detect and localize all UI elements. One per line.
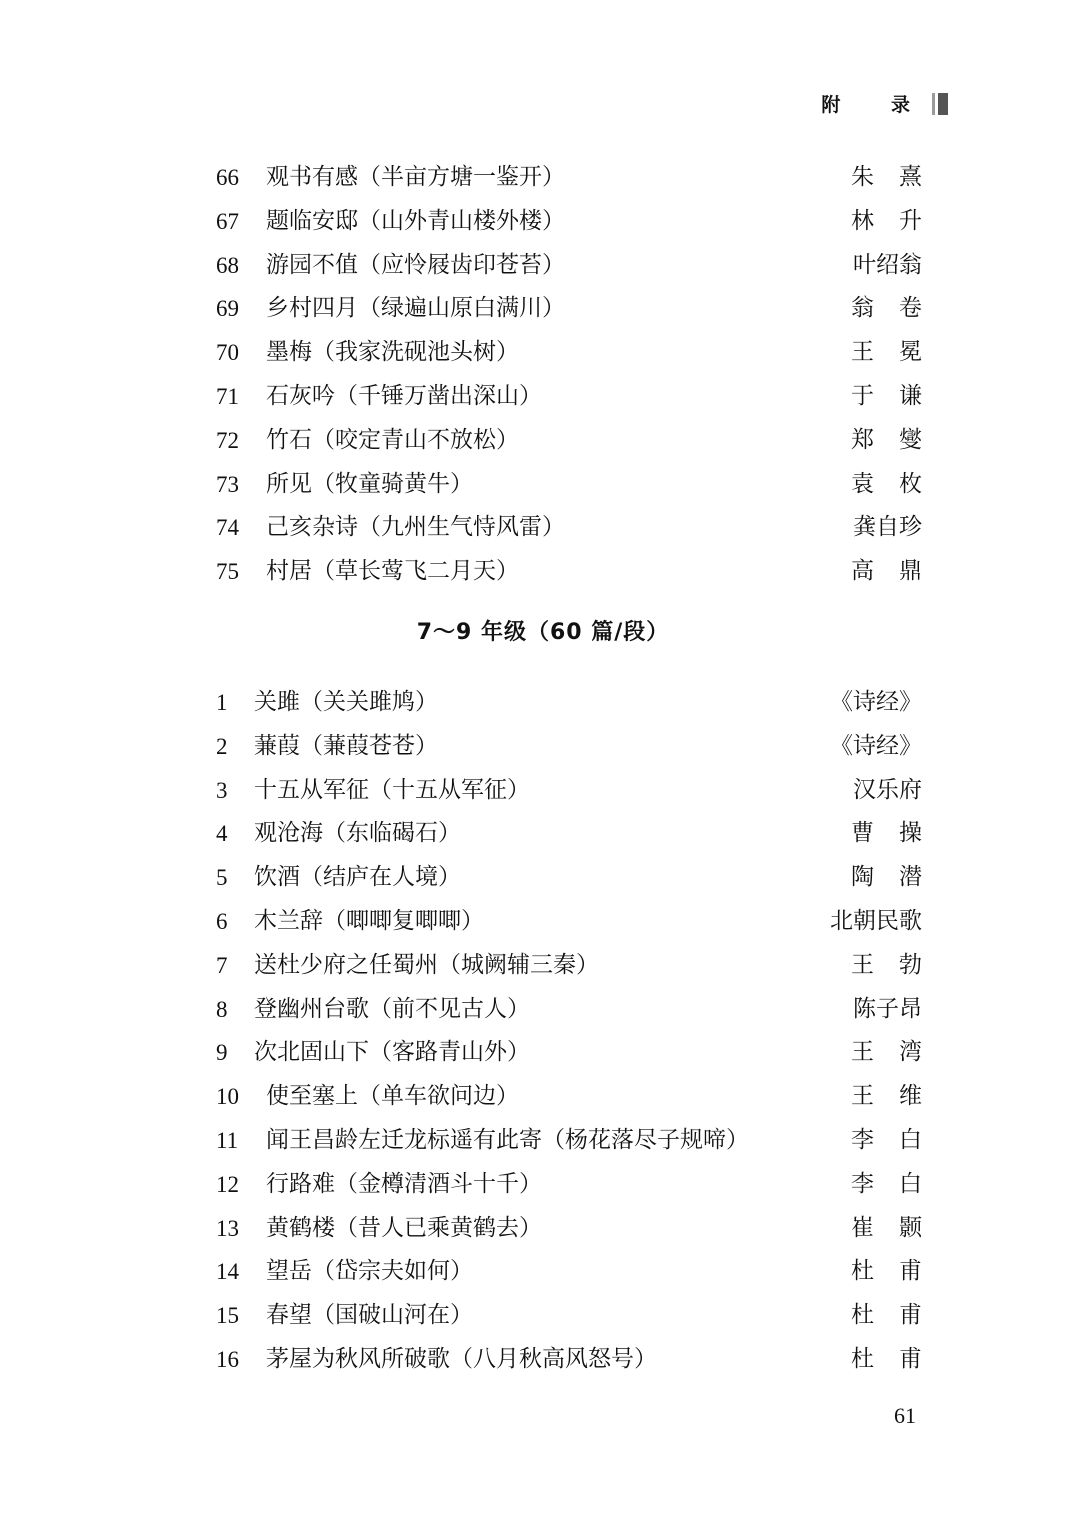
poem-number: 72 — [216, 427, 239, 453]
poem-title: 望岳（岱宗夫如何） — [266, 1258, 473, 1285]
poem-title: 乡村四月（绿遍山原白满川） — [266, 295, 565, 322]
poem-number: 10 — [216, 1084, 239, 1110]
poem-number: 11 — [216, 1127, 239, 1153]
poem-title: 闻王昌龄左迁龙标遥有此寄（杨花落尽子规啼） — [266, 1126, 749, 1153]
poem-title: 关雎（关关雎鸠） — [254, 689, 438, 715]
poem-title: 春望（国破山河在） — [266, 1302, 473, 1329]
poem-number: 4 — [216, 821, 228, 847]
poem-number: 71 — [216, 383, 239, 409]
poem-list-grades-7-9 — [0, 681, 1086, 1382]
poem-row — [0, 1294, 1086, 1338]
poem-number: 13 — [216, 1215, 239, 1241]
poem-title: 墨梅（我家洗砚池头树） — [266, 339, 519, 366]
poem-author: 李白 — [851, 1170, 947, 1197]
poem-title: 黄鹤楼（昔人已乘黄鹤去） — [266, 1214, 542, 1241]
poem-number: 70 — [216, 340, 239, 366]
poem-row — [0, 419, 1086, 463]
poem-number: 12 — [216, 1171, 239, 1197]
poem-title: 行路难（金樽清酒斗十千） — [266, 1170, 542, 1197]
poem-row — [0, 156, 1086, 200]
poem-author: 李白 — [851, 1126, 947, 1153]
poem-row — [0, 1075, 1086, 1119]
poem-number: 5 — [216, 865, 228, 891]
poem-number: 67 — [216, 208, 239, 234]
poem-author: 北朝民歌 — [830, 907, 922, 934]
poem-title: 十五从军征（十五从军征） — [254, 776, 530, 803]
poem-author: 陶潜 — [851, 864, 947, 891]
poem-title: 石灰吟（千锤万凿出深山） — [266, 382, 542, 409]
poem-row — [0, 1250, 1086, 1294]
poem-number: 75 — [216, 559, 239, 585]
poem-author: 郑燮 — [851, 426, 947, 453]
poem-number: 6 — [216, 908, 228, 934]
poem-author: 王勃 — [851, 951, 947, 978]
header-bar-thin — [932, 93, 935, 115]
poem-row — [0, 550, 1086, 594]
section-title: 7～9 年级（60 篇/段） — [416, 620, 670, 645]
poem-number: 3 — [216, 777, 228, 803]
poem-row — [0, 769, 1086, 813]
poem-author: 翁卷 — [851, 295, 947, 322]
page-number: 61 — [894, 1403, 916, 1428]
poem-author: 朱熹 — [851, 164, 947, 190]
poem-author: 崔颢 — [851, 1214, 947, 1241]
poem-title: 饮酒（结庐在人境） — [254, 864, 461, 891]
poem-row — [0, 287, 1086, 331]
poem-title: 所见（牧童骑黄牛） — [266, 470, 473, 497]
poem-number: 15 — [216, 1303, 239, 1329]
poem-row — [0, 1163, 1086, 1207]
poem-list-primary — [0, 156, 1086, 594]
poem-author: 杜甫 — [851, 1302, 947, 1329]
poem-row — [0, 1119, 1086, 1163]
poem-row — [0, 463, 1086, 507]
poem-row — [0, 944, 1086, 988]
poem-number: 68 — [216, 252, 239, 278]
poem-author: 袁枚 — [851, 470, 947, 497]
poem-number: 8 — [216, 996, 228, 1022]
poem-author: 王维 — [851, 1083, 947, 1110]
poem-row — [0, 1031, 1086, 1075]
poem-row — [0, 244, 1086, 288]
poem-title: 观沧海（东临碣石） — [254, 820, 461, 847]
poem-author: 《诗经》 — [830, 732, 922, 759]
poem-author: 叶绍翁 — [853, 251, 922, 278]
poem-row — [0, 1338, 1086, 1382]
poem-author: 《诗经》 — [830, 689, 922, 715]
header-title: 附 录 — [821, 94, 932, 116]
poem-title: 次北固山下（客路青山外） — [254, 1039, 530, 1066]
poem-title: 竹石（咬定青山不放松） — [266, 426, 519, 453]
poem-number: 69 — [216, 296, 239, 322]
poem-author: 杜甫 — [851, 1258, 947, 1285]
poem-title: 游园不值（应怜屐齿印苍苔） — [266, 251, 565, 278]
poem-row — [0, 681, 1086, 725]
poem-title: 使至塞上（单车欲问边） — [266, 1083, 519, 1110]
poem-row — [0, 375, 1086, 419]
header-bar-thick — [938, 93, 948, 115]
poem-author: 陈子昂 — [853, 995, 922, 1022]
poem-author: 龚自珍 — [853, 514, 922, 541]
poem-row — [0, 988, 1086, 1032]
poem-title: 送杜少府之任蜀州（城阙辅三秦） — [254, 951, 599, 978]
poem-row — [0, 856, 1086, 900]
poem-row — [0, 900, 1086, 944]
poem-number: 1 — [216, 690, 228, 715]
poem-author: 王湾 — [851, 1039, 947, 1066]
poem-author: 王冕 — [851, 339, 947, 366]
poem-number: 9 — [216, 1040, 228, 1066]
poem-row — [0, 506, 1086, 550]
poem-row — [0, 812, 1086, 856]
poem-author: 汉乐府 — [853, 776, 922, 803]
header-bar-icon — [932, 93, 948, 115]
poem-number: 7 — [216, 952, 228, 978]
poem-title: 茅屋为秋风所破歌（八月秋高风怒号） — [266, 1345, 657, 1372]
poem-author: 高鼎 — [851, 558, 947, 585]
poem-author: 曹操 — [851, 820, 947, 847]
poem-number: 73 — [216, 471, 239, 497]
poem-title: 村居（草长莺飞二月天） — [266, 558, 519, 585]
poem-number: 2 — [216, 733, 228, 759]
poem-number: 74 — [216, 515, 239, 541]
poem-number: 66 — [216, 165, 239, 190]
poem-title: 蒹葭（蒹葭苍苍） — [254, 732, 438, 759]
poem-author: 杜甫 — [851, 1345, 947, 1372]
poem-title: 己亥杂诗（九州生气恃风雷） — [266, 514, 565, 541]
poem-row — [0, 331, 1086, 375]
poem-author: 于谦 — [851, 382, 947, 409]
poem-title: 题临安邸（山外青山楼外楼） — [266, 207, 565, 234]
running-header — [821, 90, 948, 117]
poem-row — [0, 725, 1086, 769]
poem-title: 登幽州台歌（前不见古人） — [254, 995, 530, 1022]
poem-number: 14 — [216, 1259, 239, 1285]
poem-author: 林升 — [851, 207, 947, 234]
poem-title: 木兰辞（唧唧复唧唧） — [254, 907, 484, 934]
poem-title: 观书有感（半亩方塘一鉴开） — [266, 164, 565, 190]
poem-number: 16 — [216, 1346, 239, 1372]
poem-row — [0, 200, 1086, 244]
poem-row — [0, 1207, 1086, 1251]
